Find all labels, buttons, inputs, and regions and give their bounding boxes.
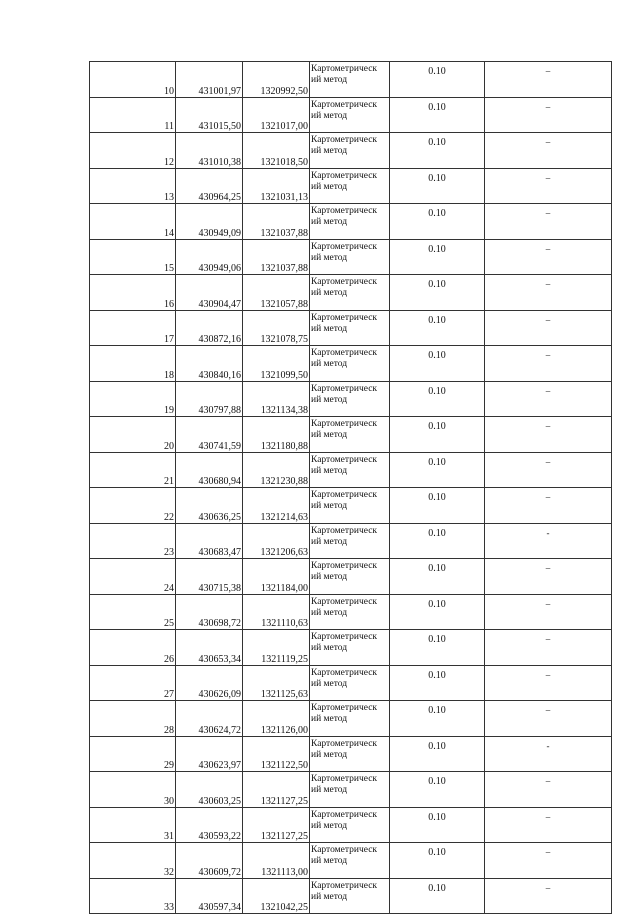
table-row [90, 239, 612, 275]
method-cell [310, 772, 390, 808]
table-row [90, 204, 612, 240]
coord-x: 430698,72 [176, 594, 243, 630]
method-text: ий метод [311, 891, 348, 902]
note-value: – [485, 559, 612, 595]
method-cell [310, 559, 390, 595]
note-value: – [485, 239, 612, 275]
method-text: Картометрическ [311, 880, 378, 891]
note-value: - [485, 523, 612, 559]
method-text: ий метод [311, 643, 348, 653]
coord-x: 430609,72 [176, 843, 243, 879]
coord-x: 430680,94 [176, 452, 243, 488]
method-text: ий метод [311, 146, 348, 156]
accuracy-value: 0.10 [390, 736, 485, 772]
table-row [90, 736, 612, 772]
method-text: ий метод [311, 323, 348, 334]
coord-x: 430949,06 [176, 239, 243, 275]
method-text: ий метод [311, 820, 348, 831]
accuracy-value: 0.10 [390, 701, 485, 737]
method-text: Картометрическ [311, 277, 378, 287]
coord-y: 1321214,63 [243, 488, 310, 524]
accuracy-value: 0.10 [390, 452, 485, 488]
coord-y: 1321206,63 [243, 523, 310, 559]
method-cell [310, 310, 390, 346]
method-text: ий метод [311, 856, 348, 866]
method-text: Картометрическ [311, 99, 378, 110]
coord-x: 431001,97 [176, 62, 243, 98]
method-cell [310, 239, 390, 275]
table-row [90, 346, 612, 382]
table-row [90, 630, 612, 666]
method-cell [310, 878, 390, 914]
method-text: ий метод [311, 536, 348, 547]
accuracy-value: 0.10 [390, 168, 485, 204]
method-text: Картометрическ [311, 64, 378, 74]
point-number: 29 [90, 736, 176, 772]
table-row [90, 665, 612, 701]
method-cell [310, 275, 390, 311]
note-value: – [485, 665, 612, 701]
point-number: 19 [90, 381, 176, 417]
note-value: – [485, 807, 612, 843]
point-number: 18 [90, 346, 176, 382]
point-number: 17 [90, 310, 176, 346]
method-text: Картометрическ [311, 490, 378, 500]
table-row [90, 843, 612, 879]
method-cell [310, 523, 390, 559]
coord-y: 1321110,63 [243, 594, 310, 630]
accuracy-value: 0.10 [390, 204, 485, 240]
accuracy-value: 0.10 [390, 310, 485, 346]
point-number: 28 [90, 701, 176, 737]
accuracy-value: 0.10 [390, 417, 485, 453]
method-text: ий метод [311, 430, 348, 440]
point-number: 16 [90, 275, 176, 311]
method-text: Картометрическ [311, 809, 378, 820]
table-row [90, 523, 612, 559]
accuracy-value: 0.10 [390, 843, 485, 879]
table-row [90, 62, 612, 98]
coord-y: 1321122,50 [243, 736, 310, 772]
coord-x: 430603,25 [176, 772, 243, 808]
coord-y: 1321127,25 [243, 772, 310, 808]
method-cell [310, 807, 390, 843]
coord-x: 430797,88 [176, 381, 243, 417]
table-row [90, 488, 612, 524]
method-cell [310, 97, 390, 133]
point-number: 25 [90, 594, 176, 630]
method-cell [310, 346, 390, 382]
coord-y: 1321018,50 [243, 133, 310, 169]
coord-x: 431015,50 [176, 97, 243, 133]
table-row [90, 417, 612, 453]
note-value: – [485, 346, 612, 382]
method-text: Картометрическ [311, 525, 378, 536]
method-text: ий метод [311, 75, 348, 85]
accuracy-value: 0.10 [390, 559, 485, 595]
accuracy-value: 0.10 [390, 62, 485, 98]
method-text: Картометрическ [311, 703, 378, 713]
coord-y: 1321078,75 [243, 310, 310, 346]
accuracy-value: 0.10 [390, 665, 485, 701]
method-text: Картометрическ [311, 383, 378, 394]
note-value: – [485, 204, 612, 240]
method-cell [310, 843, 390, 879]
coord-x: 430636,25 [176, 488, 243, 524]
method-cell [310, 62, 390, 98]
table-row [90, 701, 612, 737]
table-row [90, 97, 612, 133]
table-row [90, 133, 612, 169]
method-text: Картометрическ [311, 419, 378, 429]
method-cell [310, 168, 390, 204]
point-number: 20 [90, 417, 176, 453]
accuracy-value: 0.10 [390, 594, 485, 630]
coord-y: 1321037,88 [243, 239, 310, 275]
method-cell [310, 736, 390, 772]
accuracy-value: 0.10 [390, 239, 485, 275]
coord-x: 430715,38 [176, 559, 243, 595]
method-text: Картометрическ [311, 632, 378, 642]
point-number: 24 [90, 559, 176, 595]
method-text: Картометрическ [311, 206, 378, 216]
point-number: 12 [90, 133, 176, 169]
coord-y: 1321180,88 [243, 417, 310, 453]
coord-y: 1321125,63 [243, 665, 310, 701]
note-value: – [485, 62, 612, 98]
point-number: 11 [90, 97, 176, 133]
method-text: Картометрическ [311, 348, 378, 358]
coord-x: 430597,34 [176, 878, 243, 914]
method-cell [310, 630, 390, 666]
accuracy-value: 0.10 [390, 878, 485, 914]
note-value: – [485, 168, 612, 204]
table-row [90, 452, 612, 488]
method-text: ий метод [311, 394, 348, 405]
method-text: ий метод [311, 359, 348, 369]
method-text: ий метод [311, 678, 348, 689]
table-row [90, 594, 612, 630]
point-number: 10 [90, 62, 176, 98]
table-row [90, 559, 612, 595]
method-text: Картометрическ [311, 596, 378, 607]
method-text: Картометрическ [311, 135, 378, 145]
accuracy-value: 0.10 [390, 630, 485, 666]
coord-x: 430653,34 [176, 630, 243, 666]
method-text: ий метод [311, 217, 348, 227]
note-value: – [485, 381, 612, 417]
note-value: – [485, 594, 612, 630]
coord-x: 430840,16 [176, 346, 243, 382]
method-text: Картометрическ [311, 774, 378, 784]
coord-x: 431010,38 [176, 133, 243, 169]
coord-x: 430741,59 [176, 417, 243, 453]
coord-y: 1321042,25 [243, 878, 310, 914]
method-text: Картометрическ [311, 312, 378, 323]
method-text: ий метод [311, 181, 348, 192]
method-text: ий метод [311, 465, 348, 476]
method-text: ий метод [311, 785, 348, 795]
coord-y: 1321037,88 [243, 204, 310, 240]
method-cell [310, 594, 390, 630]
method-cell [310, 381, 390, 417]
accuracy-value: 0.10 [390, 133, 485, 169]
point-number: 14 [90, 204, 176, 240]
accuracy-value: 0.10 [390, 772, 485, 808]
coord-y: 1321134,38 [243, 381, 310, 417]
note-value: – [485, 97, 612, 133]
method-text: ий метод [311, 714, 348, 724]
coord-x: 430624,72 [176, 701, 243, 737]
method-text: Картометрическ [311, 241, 378, 252]
method-cell [310, 204, 390, 240]
method-text: ий метод [311, 607, 348, 618]
point-number: 31 [90, 807, 176, 843]
point-number: 13 [90, 168, 176, 204]
method-cell [310, 488, 390, 524]
method-text: ий метод [311, 572, 348, 582]
coord-y: 1321126,00 [243, 701, 310, 737]
point-number: 32 [90, 843, 176, 879]
method-cell [310, 417, 390, 453]
coord-y: 1321127,25 [243, 807, 310, 843]
coord-x: 430593,22 [176, 807, 243, 843]
table-body [90, 62, 612, 914]
method-text: ий метод [311, 252, 348, 263]
method-text: Картометрическ [311, 561, 378, 571]
table-row [90, 878, 612, 914]
table-row [90, 381, 612, 417]
accuracy-value: 0.10 [390, 807, 485, 843]
coord-y: 1321057,88 [243, 275, 310, 311]
note-value: - [485, 736, 612, 772]
method-text: ий метод [311, 288, 348, 298]
table-row [90, 807, 612, 843]
method-cell [310, 701, 390, 737]
method-text: ий метод [311, 749, 348, 760]
coord-y: 1321184,00 [243, 559, 310, 595]
coord-y: 1321031,13 [243, 168, 310, 204]
method-cell [310, 665, 390, 701]
coordinates-table [89, 61, 612, 914]
method-text: Картометрическ [311, 170, 378, 181]
table-row [90, 168, 612, 204]
note-value: – [485, 488, 612, 524]
point-number: 15 [90, 239, 176, 275]
note-value: – [485, 310, 612, 346]
point-number: 21 [90, 452, 176, 488]
point-number: 26 [90, 630, 176, 666]
accuracy-value: 0.10 [390, 381, 485, 417]
coord-y: 1321119,25 [243, 630, 310, 666]
coord-x: 430623,97 [176, 736, 243, 772]
coord-y: 1321099,50 [243, 346, 310, 382]
coord-y: 1321230,88 [243, 452, 310, 488]
coord-x: 430683,47 [176, 523, 243, 559]
coord-x: 430626,09 [176, 665, 243, 701]
table-row [90, 275, 612, 311]
point-number: 27 [90, 665, 176, 701]
accuracy-value: 0.10 [390, 97, 485, 133]
point-number: 23 [90, 523, 176, 559]
note-value: – [485, 772, 612, 808]
note-value: – [485, 878, 612, 914]
table-row [90, 772, 612, 808]
accuracy-value: 0.10 [390, 275, 485, 311]
point-number: 33 [90, 878, 176, 914]
coord-x: 430949,09 [176, 204, 243, 240]
method-text: Картометрическ [311, 845, 378, 855]
coord-y: 1320992,50 [243, 62, 310, 98]
note-value: – [485, 275, 612, 311]
method-text: ий метод [311, 110, 348, 121]
coord-y: 1321017,00 [243, 97, 310, 133]
method-text: Картометрическ [311, 738, 378, 749]
accuracy-value: 0.10 [390, 346, 485, 382]
method-text: Картометрическ [311, 667, 378, 678]
coord-x: 430904,47 [176, 275, 243, 311]
note-value: – [485, 630, 612, 666]
note-value: – [485, 843, 612, 879]
coord-x: 430964,25 [176, 168, 243, 204]
coord-y: 1321113,00 [243, 843, 310, 879]
accuracy-value: 0.10 [390, 523, 485, 559]
method-cell [310, 452, 390, 488]
point-number: 22 [90, 488, 176, 524]
point-number: 30 [90, 772, 176, 808]
table-row [90, 310, 612, 346]
method-cell [310, 133, 390, 169]
method-text: Картометрическ [311, 454, 378, 465]
method-text: ий метод [311, 501, 348, 511]
note-value: – [485, 417, 612, 453]
coord-x: 430872,16 [176, 310, 243, 346]
note-value: – [485, 133, 612, 169]
note-value: – [485, 701, 612, 737]
note-value: – [485, 452, 612, 488]
accuracy-value: 0.10 [390, 488, 485, 524]
